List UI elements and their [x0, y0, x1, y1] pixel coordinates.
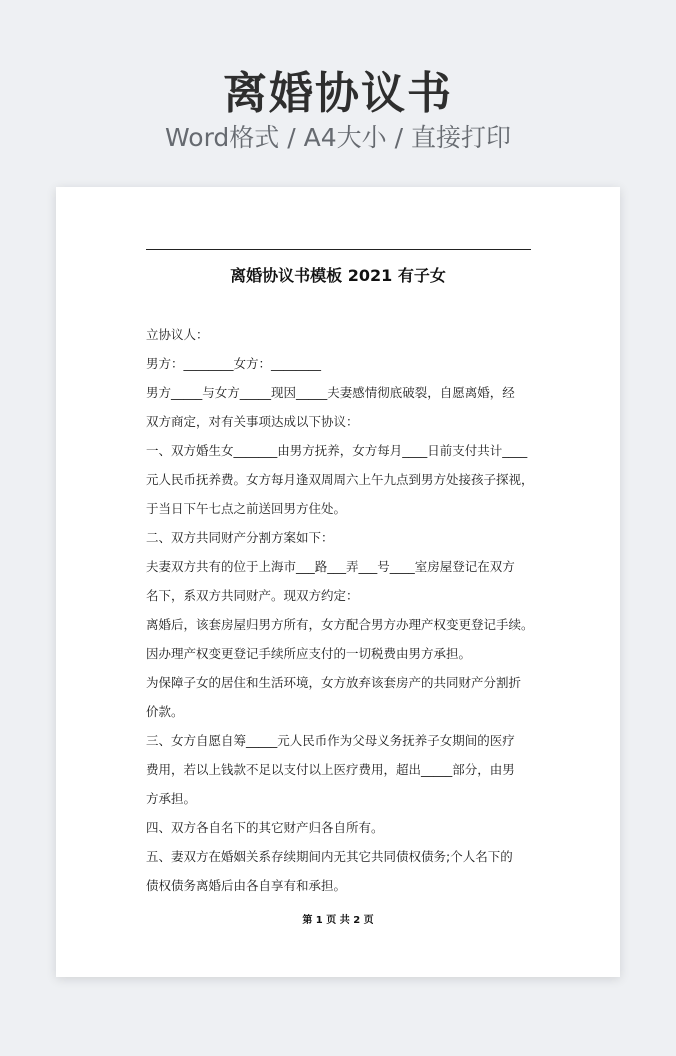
paragraph-line: 一、双方婚生女_______由男方抚养，女方每月____日前支付共计____	[146, 443, 528, 458]
header-divider	[146, 249, 531, 250]
document-title: 离婚协议书模板 2021 有子女	[230, 266, 446, 285]
document-page	[56, 187, 620, 977]
paragraph-line: 三、女方自愿自筹_____元人民币作为父母义务抚养子女期间的医疗	[146, 733, 515, 748]
page-number: 第 1 页 共 2 页	[302, 915, 374, 926]
paragraph-line: 因办理产权变更登记手续所应支付的一切税费由男方承担。	[146, 646, 472, 661]
paragraph-line: 名下，系双方共同财产。现双方约定：	[146, 588, 359, 603]
paragraph-line: 四、双方各自名下的其它财产归各自所有。	[146, 820, 384, 835]
paragraph-line: 五、妻双方在婚姻关系存续期间内无其它共同债权债务;个人名下的	[146, 849, 513, 864]
paragraph-line: 费用，若以上钱款不足以支付以上医疗费用，超出_____部分，由男	[146, 762, 515, 777]
paragraph-line: 元人民币抚养费。女方每月逢双周周六上午九点到男方处接孩子探视，	[146, 472, 534, 487]
paragraph-line: 方承担。	[146, 791, 197, 806]
paragraph-line: 男方：________女方：________	[146, 356, 322, 371]
paragraph-line: 价款。	[146, 704, 184, 719]
paragraph-line: 双方商定，对有关事项达成以下协议：	[146, 414, 359, 429]
paragraph-line: 二、双方共同财产分割方案如下：	[146, 530, 334, 545]
document-body	[146, 320, 541, 900]
page-subtitle: Word格式 / A4大小 / 直接打印	[165, 123, 511, 152]
paragraph-line: 离婚后，该套房屋归男方所有，女方配合男方办理产权变更登记手续。	[146, 617, 534, 632]
paragraph-line: 夫妻双方共有的位于上海市___路___弄___号____室房屋登记在双方	[146, 559, 515, 574]
paragraph-line: 为保障子女的居住和生活环境，女方放弃该套房产的共同财产分割折	[146, 675, 522, 690]
paragraph-line: 立协议人：	[146, 327, 209, 342]
paragraph-line: 于当日下午七点之前送回男方住处。	[146, 501, 347, 516]
page-title: 离婚协议书	[223, 68, 453, 119]
paragraph-line: 男方_____与女方_____现因_____夫妻感情彻底破裂，自愿离婚，经	[146, 385, 515, 400]
paragraph-line: 债权债务离婚后由各自享有和承担。	[146, 878, 347, 893]
